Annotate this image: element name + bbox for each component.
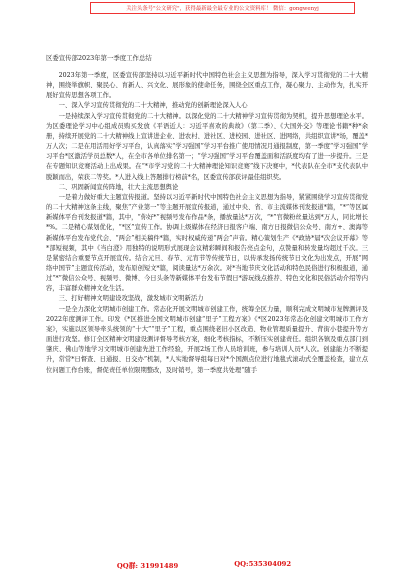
section-1-paragraph: 一是持续深入学习宣传贯彻党的二十大精神。以深化党的二十大精神学习宣传贯彻为契机，提升思想理论水平。为区委理论学习中心组成员购买发放《平语近人：习近平喜欢的典故》（第二季）、《大国外交》等理论书籍*种*余册，持续开展党的二十大精神线上宣讲进企业、进农村、进社区、进校园、进社区、进网络，共组织宣讲*场，覆盖*万人次；二是在用活用好学习平台，认真落实“学习强国”学习平台推广使用情况月通报制度，第一季度“学习强国”学习平台*区激活学员总数*人，在全市各单位排名第一；“学习强国”学习平台覆盖面和活跃度均有了进一步提升。三是在专题知识竞赛活动上出成果。在“*市学习党的二十大精神理论知识竞赛”线下决赛中，*代表队在全市*支代表队中脱颖而出，荣获二等奖。*人进入线上答题排行榜前*名，区委宣传部获评最佳组织奖。: [46, 112, 368, 181]
section-3-paragraph: 一是全力深化文明城市创建工作。常态化开展文明城市创建工作，统筹全区力量，顺利完成文明城市复牌测评及2022年度测评工作。印发《*区推进全国文明城市创建“里子”工程方案》《*区2023年常态化创建文明城市工作方案》，实施以区领导牵头统领的“十大”“里子”工程，重点围绕老旧小区改造、物业管理质量提升、背街小巷提升等方面进行攻坚。修订全区精神文明建设测评督导考核方案，细化考核指标，不断压实创建责任。组织各镇及重点部门到肇庆、佛山等地学习文明城市创建先进工作经验，开展2场工作人员培训班，参与培训人员*人次。创建能力不断提升，常常*日督查、日通报、日交办”机制，*人实地督导组每日对*个国测点位进行地毯式滚动式全覆盖检查，建立点位问题工作台账，督促责任单位限期整改，及时销号，第一季度共处理“随手: [46, 305, 368, 374]
section-heading-2: 二、巩固新闻宣传阵地，壮大主流思想舆论: [58, 183, 179, 191]
qq-contact-text: QQ:535304092: [234, 560, 292, 568]
promo-banner-text: 关注头条号"公文研究"，获得最新最全最专业的公文资料库！ 微信：gongwenyj: [126, 6, 319, 12]
section-heading-1: 一、深入学习宣传贯彻党的二十大精神，推动党的创新理论深入人心: [58, 102, 248, 110]
contact-footer: [0, 560, 408, 574]
document-body: [46, 71, 368, 376]
qq-group-text: QQ群: 31991489: [116, 562, 179, 570]
section-2-paragraph: 一是着力做好重大主题宣传报道。坚持以习近平新时代中国特色社会主义思想为指导，紧紧围绕学习宣传贯彻党的二十大精神这条主线，聚焦“产业第一”等主题开展宣传报道，通过中央、省、市主流媒体刊发报道*篇，“*”等区属新媒体平台刊发报道*篇，其中，“你好*”视频号发布作品*条，播放量达*万次，“*”官微粉丝量达到*万人，同比增长*%。二是精心谋划优化，“*区”宣传工作。协调上级媒体在经济日报客户端、南方日报微信公众号、南方+、澳海等新媒体平台发布党代会、“两会”相关稿件*篇，实时权威传递“两会”声音。精心策划生产《*政协*届*次会议开幕》等*部短视频，其中《当白澄》用独特的说明形式展现会议精彩瞬间和报告亮点金句，点赞量和转发量均超过千次。三是紧密结合重要节点开展宣传。结合元旦、春节、元宵节等传统节日，以传承发扬传统节日文化为出发点，开展“网络中国节”主题宣传活动，发布原创短文*篇，阅读量达*万余次。对*当地节庆文化活动和特色民俗进行积极报道，通过“*”微信公众号、视频号、微博、今日头条等新媒体平台发布节假日*游玩线点推荐、特色文化和民俗活动介绍等内容，丰富群众精神文化生活。: [46, 193, 368, 293]
intro-paragraph: 2023年第一季度，区委宣传部坚持以习近平新时代中国特色社会主义思想为指导，深入学习贯彻党的二十大精神，围绕举旗帜、聚民心、育新人、兴文化、展形象的使命任务，围绕全区重点工作，凝心聚力、主动作为，扎实开展好宣传思想各项工作。: [46, 72, 368, 100]
document-title: 区委宣传部2023年第一季度工作总结: [46, 54, 152, 62]
promo-banner: [90, 2, 355, 14]
section-heading-3: 三、打好精神文明建设攻坚战，激发城市文明新活力: [58, 295, 204, 303]
